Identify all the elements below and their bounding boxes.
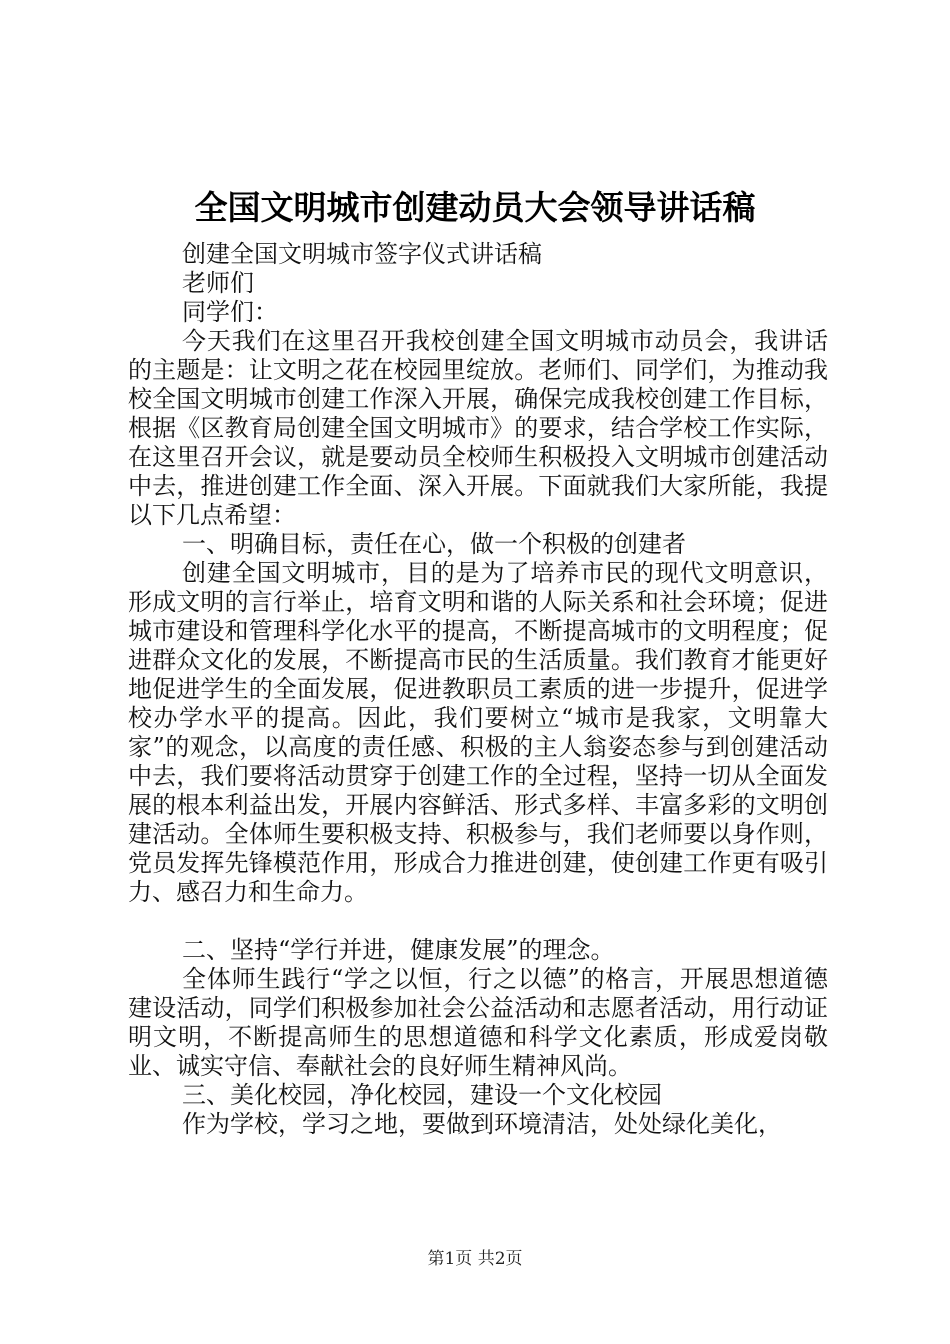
salutation-students: 同学们：	[182, 298, 278, 326]
section-heading-3: 三、美化校园，净化校园，建设一个文化校园	[182, 1081, 662, 1109]
salutation-teachers: 老师们	[182, 269, 254, 297]
page-footer: 第1页 共2页	[427, 1249, 523, 1269]
document-title: 全国文明城市创建动员大会领导讲话稿	[194, 188, 756, 227]
paragraph-section-1: 创建全国文明城市，目的是为了培养市民的现代文明意识，形成文明的言行举止，培育文明和谐的人际关系和社会环境；促进城市建设和管理科学化水平的提高，不断提高城市的文明程度；促进群众文化的发展，不断提高市民的生活质量。我们教育才能更好地促进学生的全面发展，促进教职员工素质的进一步提升，促进学校办学水平的提高。因此，我们要树立“城市是我家，文明靠大家”的观念，以高度的责任感、积极的主人翁姿态参与到创建活动中去，我们要将活动贯穿于创建工作的全过程，坚持一切从全面发展的根本利益出发，开展内容鲜活、形式多样、丰富多彩的文明创建活动。全体师生要积极支持、积极参与，我们老师要以身作则，党员发挥先锋模范作用，形成合力推进创建，使创建工作更有吸引力、感召力和生命力。	[128, 559, 828, 906]
paragraph-section-3: 作为学校，学习之地，要做到环境清洁，处处绿化美化，	[182, 1110, 782, 1138]
section-heading-2: 二、坚持“学行并进，健康发展”的理念。	[182, 936, 615, 964]
paragraph-section-2: 全体师生践行“学之以恒，行之以德”的格言，开展思想道德建设活动，同学们积极参加社会公益活动和志愿者活动，用行动证明文明，不断提高师生的思想道德和科学文化素质，形成爱岗敬业、诚实守信、奉献社会的良好师生精神风尚。	[128, 965, 828, 1080]
document-body	[128, 240, 828, 1139]
section-heading-1: 一、明确目标，责任在心，做一个积极的创建者	[182, 530, 686, 558]
blank-line	[128, 907, 828, 936]
paragraph-intro: 今天我们在这里召开我校创建全国文明城市动员会，我讲话的主题是：让文明之花在校园里绽放。老师们、同学们，为推动我校全国文明城市创建工作深入开展，确保完成我校创建工作目标，根据《区教育局创建全国文明城市》的要求，结合学校工作实际，在这里召开会议，就是要动员全校师生积极投入文明城市创建活动中去，推进创建工作全面、深入开展。下面就我们大家所能，我提以下几点希望：	[128, 327, 828, 529]
subtitle: 创建全国文明城市签字仪式讲话稿	[182, 240, 542, 268]
